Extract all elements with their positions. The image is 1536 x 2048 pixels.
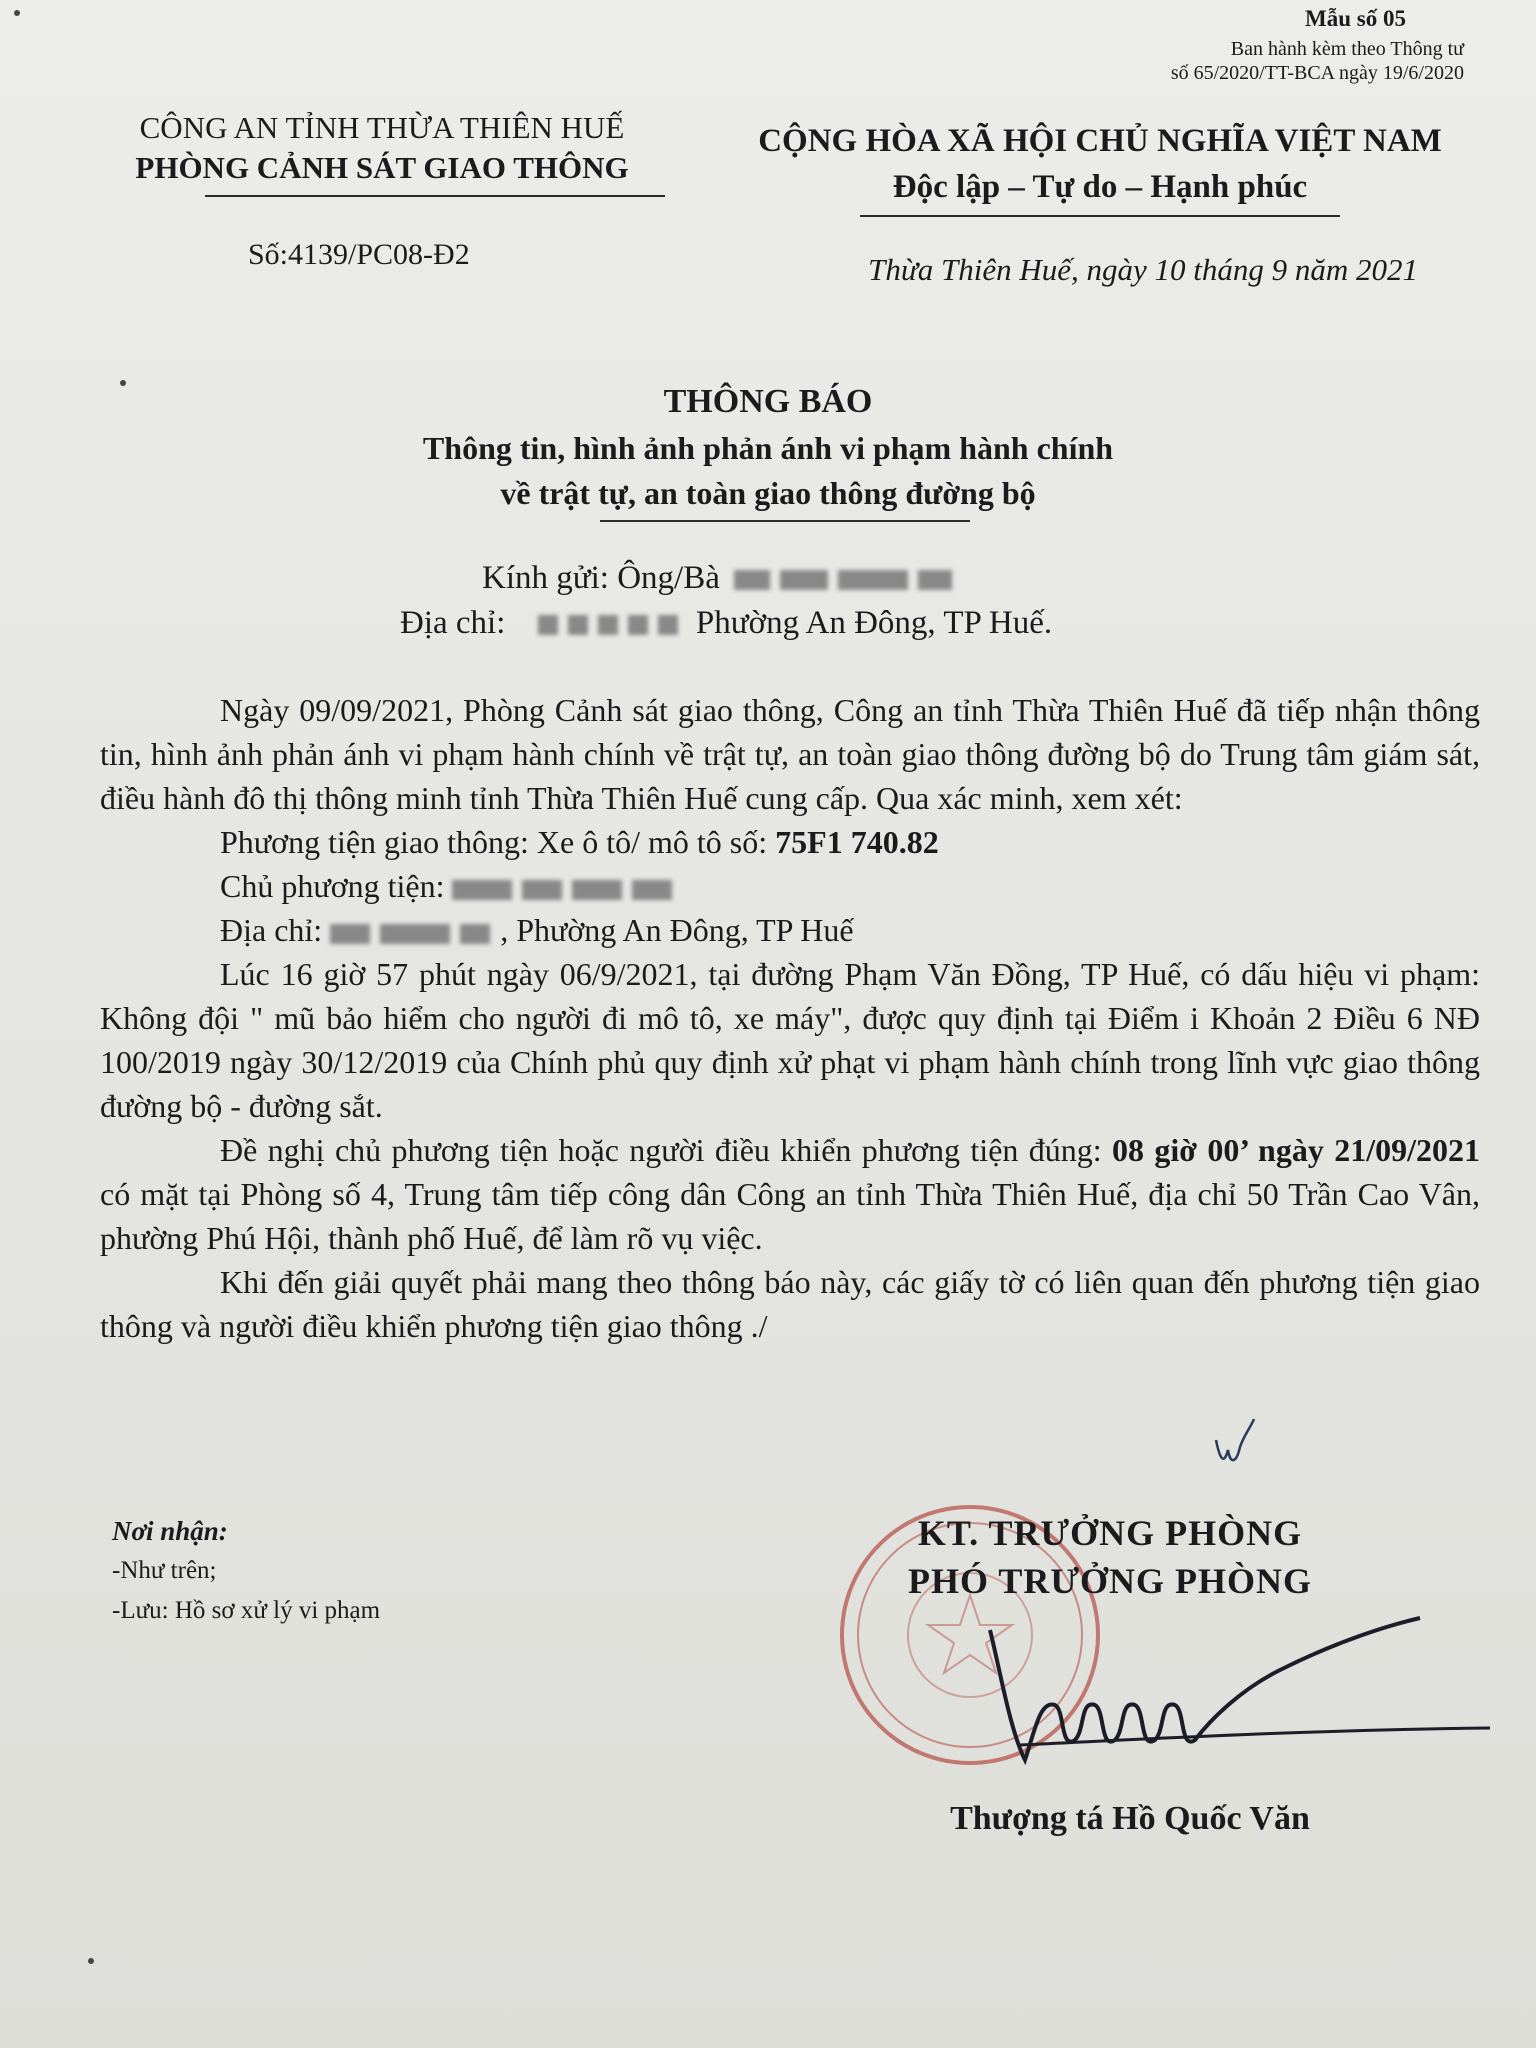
page-mark <box>120 380 126 386</box>
vehicle-plate: 75F1 740.82 <box>775 824 939 860</box>
redacted-name <box>780 570 828 590</box>
redacted-owner-address <box>460 924 490 944</box>
agency-underline <box>205 195 665 197</box>
form-note-line-2: số 65/2020/TT-BCA ngày 19/6/2020 <box>1170 62 1464 84</box>
appointment-time: 08 giờ 00’ ngày 21/09/2021 <box>1112 1132 1481 1168</box>
owner-line <box>100 864 1480 908</box>
body-paragraph-4: Khi đến giải quyết phải mang theo thông báo này, các giấy tờ có liên quan đến phương tiện giao thông và người điều khiển phương tiện giao thông ./ <box>100 1264 1480 1344</box>
recipient-address <box>400 605 1052 642</box>
redacted-owner <box>452 880 512 900</box>
redacted-owner <box>632 880 672 900</box>
initial-mark-icon <box>1210 1415 1260 1475</box>
motto-underline <box>860 215 1340 217</box>
signature-title-1: KT. TRƯỞNG PHÒNG <box>917 1513 1303 1553</box>
document-heading: THÔNG BÁO <box>663 383 873 420</box>
redacted-owner-address <box>380 924 450 944</box>
agency-name: PHÒNG CẢNH SÁT GIAO THÔNG <box>135 150 629 185</box>
owner-label: Chủ phương tiện: <box>220 868 445 904</box>
place-date: Thừa Thiên Huế, ngày 10 tháng 9 năm 2021 <box>868 252 1418 287</box>
body-paragraph-3 <box>100 1128 1480 1260</box>
redacted-name <box>734 570 770 590</box>
recipient-greeting-label: Kính gửi: Ông/Bà <box>482 560 720 596</box>
document-subtitle-1: Thông tin, hình ảnh phản ánh vi phạm hành chính <box>422 430 1114 466</box>
vehicle-line <box>100 820 1480 864</box>
agency-block <box>92 108 672 188</box>
owner-address-label: Địa chỉ: <box>220 912 323 948</box>
document-number: Số:4139/PC08-Đ2 <box>248 238 470 271</box>
signature-title-2: PHÓ TRƯỞNG PHÒNG <box>907 1561 1312 1601</box>
recipient-item-1: -Như trên; <box>112 1557 217 1584</box>
agency-parent: CÔNG AN TỈNH THỪA THIÊN HUẾ <box>139 110 625 145</box>
request-text: Đề nghị chủ phương tiện hoặc người điều khiển phương tiện đúng: <box>220 1132 1113 1168</box>
redacted-address <box>568 615 588 635</box>
owner-address-line <box>100 908 1480 952</box>
redacted-owner <box>522 880 562 900</box>
recipient-greeting <box>482 560 962 597</box>
title-underline <box>600 520 970 522</box>
motto: Độc lập – Tự do – Hạnh phúc <box>892 169 1308 205</box>
recipient-address-label: Địa chỉ: <box>400 605 506 641</box>
signer-name: Thượng tá Hồ Quốc Văn <box>950 1800 1310 1837</box>
vehicle-label: Phương tiện giao thông: Xe ô tô/ mô tô số: <box>220 824 776 860</box>
document-body <box>100 688 1480 1348</box>
appointment-details: có mặt tại Phòng số 4, Trung tâm tiếp công dân Công an tỉnh Thừa Thiên Huế, địa chỉ 50 Trần Cao Vân, phường Phú Hội, thành phố Huế, để làm rõ vụ việc. <box>100 1176 1480 1256</box>
redacted-owner <box>572 880 622 900</box>
redacted-address <box>628 615 648 635</box>
redacted-owner-address <box>330 924 370 944</box>
body-paragraph-2: Lúc 16 giờ 57 phút ngày 06/9/2021, tại đường Phạm Văn Đồng, TP Huế, có dấu hiệu vi phạm: Không đội " mũ bảo hiểm cho người đi mô tô, xe máy", được quy định tại Điểm i Khoản 2 Điều 6 NĐ 100/2019 ngày 30/12/2019 của Chính phủ quy định xử phạt vi phạm hành chính trong lĩnh vực giao thông đường bộ - đường sắt. <box>100 956 1480 1124</box>
recipient-item-2: -Lưu: Hồ sơ xử lý vi phạm <box>112 1597 381 1624</box>
redacted-address <box>538 615 558 635</box>
redacted-name <box>918 570 952 590</box>
nation-block <box>715 118 1485 210</box>
form-number: Mẫu số 05 <box>1305 6 1406 31</box>
owner-address-value: , Phường An Đông, TP Huế <box>500 912 854 948</box>
nation-name: CỘNG HÒA XÃ HỘI CHỦ NGHĨA VIỆT NAM <box>758 123 1442 159</box>
form-note-line-1: Ban hành kèm theo Thông tư <box>1230 38 1464 60</box>
redacted-name <box>838 570 908 590</box>
redacted-address <box>598 615 618 635</box>
document-subtitle-2: về trật tự, an toàn giao thông đường bộ <box>500 475 1036 511</box>
page-mark <box>88 1958 94 1964</box>
recipient-address-value: Phường An Đông, TP Huế. <box>695 605 1053 641</box>
redacted-address <box>658 615 678 635</box>
handwritten-signature-icon <box>980 1610 1500 1790</box>
body-paragraph-1: Ngày 09/09/2021, Phòng Cảnh sát giao thông, Công an tỉnh Thừa Thiên Huế đã tiếp nhận thông tin, hình ảnh phản ánh vi phạm hành chính về trật tự, an toàn giao thông đường bộ do Trung tâm giám sát, điều hành đô thị thông minh tỉnh Thừa Thiên Huế cung cấp. Qua xác minh, xem xét: <box>100 692 1480 816</box>
recipients-title: Nơi nhận: <box>112 1516 228 1546</box>
page-mark <box>14 10 20 16</box>
